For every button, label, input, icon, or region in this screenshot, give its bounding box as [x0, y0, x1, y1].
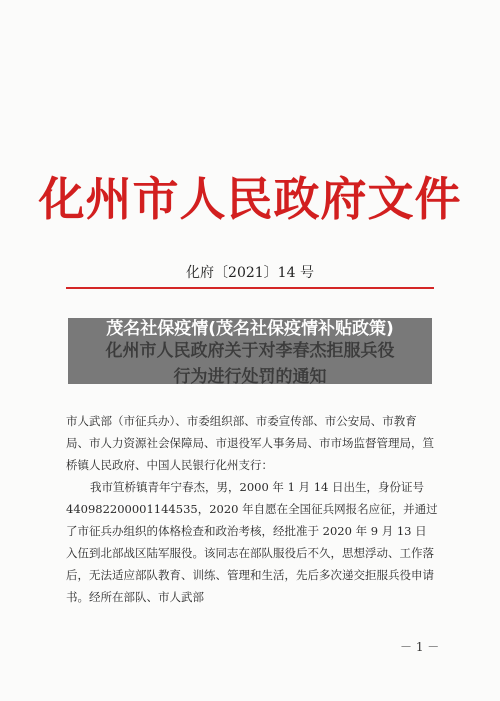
document-header-title: 化州市人民政府文件: [38, 172, 462, 226]
recipients-paragraph: 市人武部（市征兵办）、市委组织部、市委宣传部、市公安局、市教育局、市人力资源社会保障局、市退役军人事务局、市市场监督管理局，笪桥镇人民政府、中国人民银行化州支行：: [66, 414, 434, 472]
page-number: － 1 －: [400, 640, 440, 654]
document-body: [66, 410, 438, 608]
document-number: 化府〔2021〕14 号: [186, 265, 314, 281]
caption-overlay-text: 茂名社保疫情(茂名社保疫情补贴政策): [106, 319, 394, 339]
main-paragraph: 我市笪桥镇青年宁春杰，男，2000 年 1 月 14 日出生，身份证号 440982200001144535，2020 年自愿在全国征兵网报名应征，并通过了市征兵办组织的体格检查和政治考核，经批准于 2020 年 9 月 13 日入伍到北部战区陆军服役。该同志在部队服役后不久，思想浮动、工作落后，无法适应部队教育、训练、管理和生活，先后多次递交拒服兵役申请书。经所在部队、市人武部: [66, 480, 438, 604]
red-divider-line: [66, 287, 434, 289]
